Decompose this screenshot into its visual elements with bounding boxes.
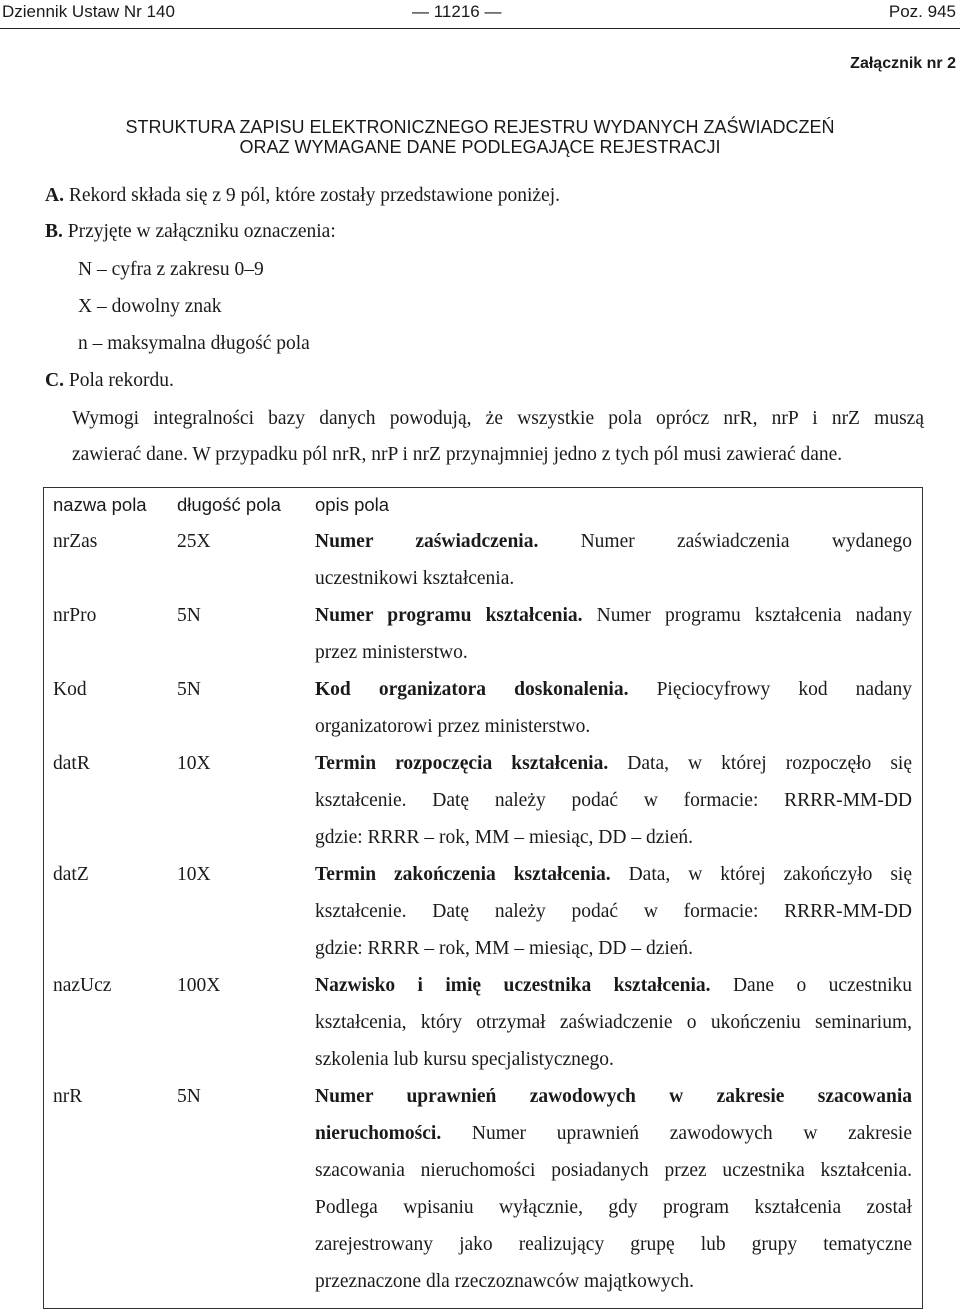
field-description-text: szacowania nieruchomości posiadanych przez uczestnika kształcenia. bbox=[315, 1160, 912, 1181]
integrity-note-line-2: zawierać dane. W przypadku pól nrR, nrP i nrZ przynajmniej jedno z tych pól musi zawierać dane. bbox=[72, 444, 843, 465]
field-name: datZ bbox=[53, 864, 89, 885]
field-description-line bbox=[315, 1085, 912, 1109]
section-c-text: Pola rekordu. bbox=[68, 370, 174, 391]
section-b bbox=[45, 220, 336, 244]
field-description-text: przeznaczone dla rzeczoznawców majątkowych. bbox=[315, 1271, 694, 1292]
field-description-text: szkolenia lub kursu specjalistycznego. bbox=[315, 1049, 614, 1070]
document-title-line-2: ORAZ WYMAGANE DANE PODLEGAJĄCE REJESTRACJI bbox=[239, 137, 721, 157]
field-title: Termin zakończenia kształcenia. bbox=[315, 864, 611, 885]
field-name: nrR bbox=[53, 1086, 83, 1107]
field-description-text: gdzie: RRRR – rok, MM – miesiąc, DD – dzień. bbox=[315, 827, 694, 848]
field-description-text: Numer zaświadczenia wydanego bbox=[538, 531, 912, 552]
field-description-text: kształcenie. Datę należy podać w formacie: RRRR-MM-DD bbox=[315, 901, 912, 922]
page-header bbox=[0, 0, 960, 29]
integrity-note-line-1: Wymogi integralności bazy danych powodują, że wszystkie pola oprócz nrR, nrP i nrZ muszą bbox=[72, 408, 924, 429]
field-title: nieruchomości. bbox=[315, 1123, 442, 1144]
field-description-line bbox=[315, 715, 590, 739]
field-description-text: Podlega wpisaniu wyłącznie, gdy program kształcenia został bbox=[315, 1197, 912, 1218]
field-length: 5N bbox=[177, 1086, 201, 1107]
field-description-line bbox=[315, 1048, 614, 1072]
column-header-length: długość pola bbox=[177, 494, 281, 515]
field-title: Numer programu kształcenia. bbox=[315, 605, 583, 626]
field-description-line bbox=[315, 863, 912, 887]
field-description-line bbox=[315, 900, 912, 924]
field-length: 5N bbox=[177, 679, 201, 700]
field-description-text: Numer uprawnień zawodowych w zakresie bbox=[441, 1123, 912, 1144]
field-description-text: organizatorowi przez ministerstwo. bbox=[315, 716, 591, 737]
field-description-line bbox=[315, 789, 912, 813]
field-description-text: Data, w której rozpoczęło się bbox=[608, 753, 912, 774]
field-description-line bbox=[315, 1196, 912, 1220]
column-header-name: nazwa pola bbox=[53, 494, 147, 515]
field-description-line bbox=[315, 1233, 912, 1257]
section-a-text: Rekord składa się z 9 pól, które zostały przedstawione poniżej. bbox=[68, 185, 560, 206]
field-description-text: uczestnikowi kształcenia. bbox=[315, 568, 515, 589]
field-name: nazUcz bbox=[53, 975, 112, 996]
field-description-line bbox=[315, 604, 912, 628]
field-description-text: Data, w której zakończyło się bbox=[610, 864, 912, 885]
field-description-line bbox=[315, 530, 912, 554]
journal-name: Dziennik Ustaw Nr 140 bbox=[2, 2, 175, 21]
section-c-label: C. bbox=[45, 370, 64, 391]
field-description-line bbox=[315, 1011, 912, 1035]
field-title: Numer uprawnień zawodowych w zakresie szacowania bbox=[315, 1086, 912, 1107]
field-description-text: gdzie: RRRR – rok, MM – miesiąc, DD – dzień. bbox=[315, 938, 694, 959]
field-name: nrPro bbox=[53, 605, 97, 626]
field-description-text: kształcenie. Datę należy podać w formacie: RRRR-MM-DD bbox=[315, 790, 912, 811]
section-c bbox=[45, 369, 174, 393]
section-b-label: B. bbox=[45, 221, 63, 242]
field-description-line bbox=[315, 974, 912, 998]
field-length: 100X bbox=[177, 975, 221, 996]
section-b-text: Przyjęte w załączniku oznaczenia: bbox=[67, 221, 336, 242]
legend-item: N – cyfra z zakresu 0–9 bbox=[78, 259, 264, 280]
field-title: Nazwisko i imię uczestnika kształcenia. bbox=[315, 975, 711, 996]
field-length: 10X bbox=[177, 753, 211, 774]
field-description-line bbox=[315, 826, 693, 850]
field-description-line bbox=[315, 1270, 694, 1294]
field-name: nrZas bbox=[53, 531, 98, 552]
field-description-text: Pięciocyfrowy kod nadany bbox=[628, 679, 912, 700]
field-title: Numer zaświadczenia. bbox=[315, 531, 539, 552]
field-name: datR bbox=[53, 753, 90, 774]
field-description-text: Numer programu kształcenia nadany bbox=[582, 605, 912, 626]
field-description-text: zarejestrowany jako realizujący grupę lub grupy tematyczne bbox=[315, 1234, 912, 1255]
field-description-line bbox=[315, 1159, 912, 1183]
field-description-line bbox=[315, 937, 693, 961]
field-title: Termin rozpoczęcia kształcenia. bbox=[315, 753, 609, 774]
annex-label: Załącznik nr 2 bbox=[850, 55, 956, 72]
field-description-line bbox=[315, 1122, 912, 1146]
field-description-text: kształcenia, który otrzymał zaświadczenie o ukończeniu seminarium, bbox=[315, 1012, 912, 1033]
field-description-text: przez ministerstwo. bbox=[315, 642, 468, 663]
field-description-line bbox=[315, 678, 912, 702]
field-title: Kod organizatora doskonalenia. bbox=[315, 679, 629, 700]
position-number: Poz. 945 bbox=[888, 2, 956, 21]
field-length: 5N bbox=[177, 605, 201, 626]
legend-item: X – dowolny znak bbox=[78, 296, 222, 317]
field-description-line bbox=[315, 641, 468, 665]
field-description-line bbox=[315, 752, 912, 776]
field-name: Kod bbox=[53, 679, 87, 700]
fields-table bbox=[43, 487, 923, 1309]
legend-item: n – maksymalna długość pola bbox=[78, 333, 310, 354]
document-title-line-1: STRUKTURA ZAPISU ELEKTRONICZNEGO REJESTRU WYDANYCH ZAŚWIADCZEŃ bbox=[125, 117, 835, 137]
page-number: — 11216 — bbox=[412, 2, 502, 21]
field-length: 10X bbox=[177, 864, 211, 885]
section-a bbox=[45, 184, 560, 208]
section-a-label: A. bbox=[45, 185, 64, 206]
field-description-line bbox=[315, 567, 514, 591]
column-header-description: opis pola bbox=[315, 494, 390, 515]
field-length: 25X bbox=[177, 531, 211, 552]
field-description-text: Dane o uczestniku bbox=[710, 975, 912, 996]
